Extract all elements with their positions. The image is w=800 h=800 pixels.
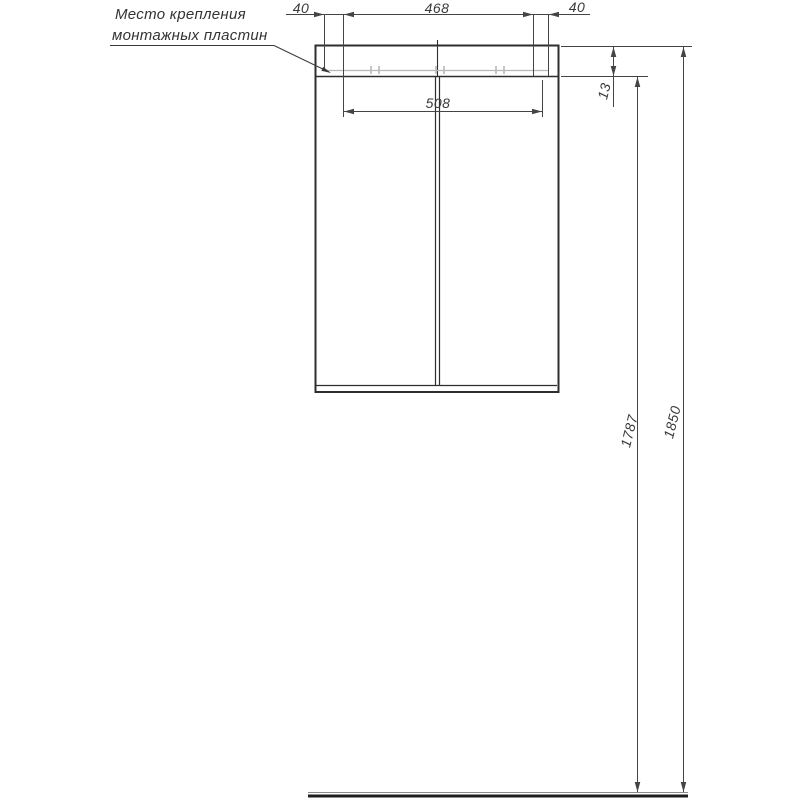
arrow bbox=[532, 109, 542, 115]
dimension-13 bbox=[561, 46, 692, 107]
arrow bbox=[635, 77, 641, 87]
arrow bbox=[611, 66, 617, 76]
arrow bbox=[611, 47, 617, 57]
dim-label-508: 508 bbox=[425, 95, 451, 111]
dimension-1850 bbox=[681, 46, 687, 792]
dim-label-top-right-40: 40 bbox=[568, 0, 586, 15]
dim-label-top-left-40: 40 bbox=[292, 0, 310, 16]
callout-label-line1: Место крепления bbox=[115, 6, 246, 23]
cabinet-outline bbox=[315, 40, 559, 392]
arrow bbox=[635, 782, 641, 792]
floor-line bbox=[308, 793, 688, 797]
dim-label-13: 13 bbox=[594, 81, 614, 101]
arrow bbox=[681, 47, 687, 57]
arrow bbox=[344, 12, 354, 18]
mounting-plate-strip bbox=[322, 66, 549, 74]
leader-line bbox=[274, 46, 329, 73]
arrow bbox=[314, 12, 324, 18]
arrow bbox=[523, 12, 533, 18]
dim-label-top-468: 468 bbox=[424, 0, 450, 16]
callout-leader bbox=[110, 46, 331, 74]
arrow bbox=[681, 782, 687, 792]
dim-label-1850: 1850 bbox=[660, 403, 684, 441]
arrow bbox=[549, 12, 559, 18]
arrow bbox=[344, 109, 354, 115]
callout-label-line2: монтажных пластин bbox=[112, 27, 268, 44]
dim-label-1787: 1787 bbox=[617, 412, 641, 450]
